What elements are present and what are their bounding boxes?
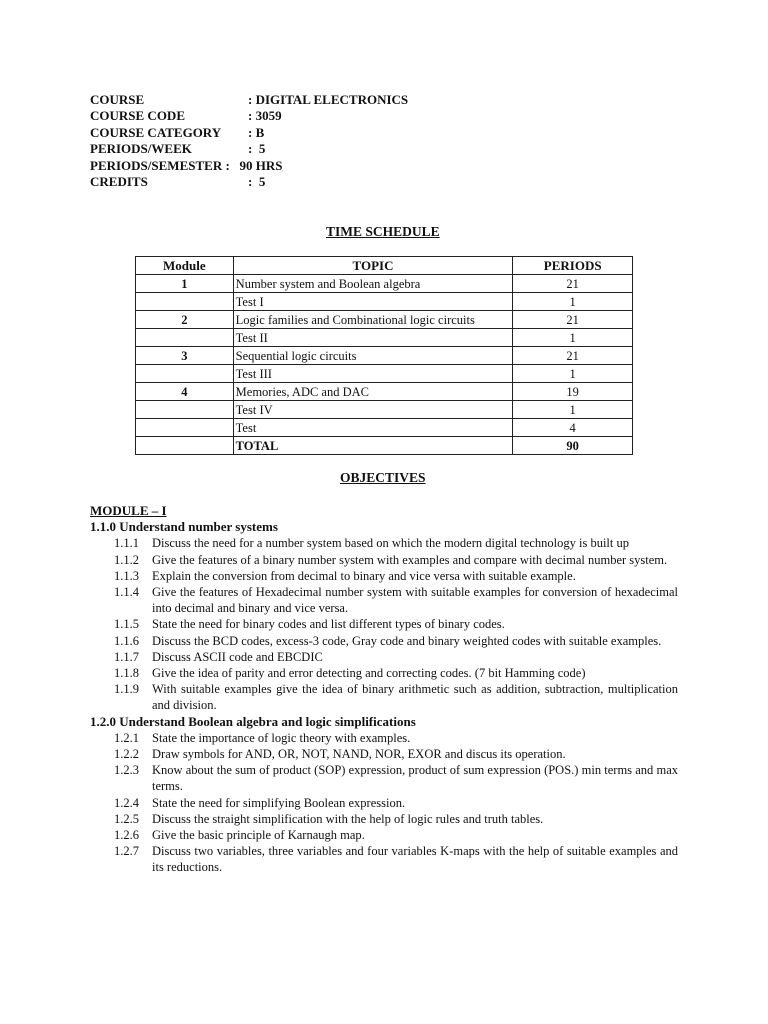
course-code-label: COURSE CODE	[90, 108, 185, 124]
objective-text: Give the idea of parity and error detecting and correcting codes. (7 bit Hamming code)	[152, 666, 586, 681]
objective-number: 1.1.5	[114, 617, 139, 632]
module-cell	[136, 401, 234, 419]
topic-cell: Test	[233, 419, 513, 437]
table-row	[136, 347, 633, 365]
objective-item	[114, 568, 678, 584]
objectives-heading: OBJECTIVES	[340, 470, 426, 485]
periods-cell: 1	[513, 401, 633, 419]
topic-cell: Sequential logic circuits	[233, 347, 513, 365]
topic-cell: Number system and Boolean algebra	[233, 275, 513, 293]
course-category-label: COURSE CATEGORY	[90, 124, 222, 140]
objective-item	[114, 827, 678, 843]
objective-item	[114, 633, 678, 649]
objective-text: Give the basic principle of Karnaugh map.	[152, 828, 365, 843]
periods-cell: 1	[513, 365, 633, 383]
table-row	[136, 365, 633, 383]
module-title: MODULE – I	[90, 503, 167, 518]
course-code-value: : 3059	[248, 108, 282, 124]
total-periods-cell: 90	[513, 437, 633, 455]
course-info	[90, 92, 408, 190]
table-row	[136, 275, 633, 293]
objective-number: 1.1.6	[114, 633, 139, 648]
objective-number: 1.2.6	[114, 828, 139, 843]
topic-cell: Memories, ADC and DAC	[233, 383, 513, 401]
total-module-cell	[136, 437, 234, 455]
objectives-section	[90, 503, 678, 876]
periods-week-value: : 5	[248, 141, 266, 157]
objective-text: State the need for binary codes and list different types of binary codes.	[152, 617, 505, 632]
topic-cell: Test II	[233, 329, 513, 347]
objective-text: State the importance of logic theory with examples.	[152, 730, 411, 745]
objective-item	[114, 665, 678, 681]
time-schedule-table	[135, 256, 633, 455]
objective-item	[114, 762, 678, 794]
module-cell: 4	[136, 383, 234, 401]
total-row	[136, 437, 633, 455]
objective-item	[114, 616, 678, 632]
objective-text: Draw symbols for AND, OR, NOT, NAND, NOR, EXOR and discus its operation.	[152, 747, 566, 762]
periods-semester-value: : 90 HRS	[222, 157, 283, 173]
objective-number: 1.1.9	[114, 682, 139, 697]
periods-week-label: PERIODS/WEEK	[90, 141, 192, 157]
course-info-row	[90, 158, 408, 174]
objective-text: State the need for simplifying Boolean expression.	[152, 795, 406, 810]
objective-number: 1.2.5	[114, 811, 139, 826]
objective-number: 1.1.1	[114, 536, 139, 551]
course-info-row	[90, 174, 408, 190]
column-header-module: Module	[136, 257, 234, 275]
objective-item	[114, 843, 678, 875]
objective-text: Give the features of Hexadecimal number system with suitable examples for conversion of hexadecimal into decimal and binary and vice versa.	[152, 585, 678, 616]
objective-number: 1.1.8	[114, 666, 139, 681]
periods-semester-label: PERIODS/SEMESTER	[90, 157, 223, 173]
objective-number: 1.1.4	[114, 585, 139, 600]
table-row	[136, 329, 633, 347]
table-row	[136, 311, 633, 329]
periods-cell: 21	[513, 275, 633, 293]
objective-number: 1.1.7	[114, 649, 139, 664]
credits-label: CREDITS	[90, 173, 148, 189]
module-cell	[136, 329, 234, 347]
objective-item	[114, 730, 678, 746]
section-title: 1.1.0 Understand number systems	[90, 519, 278, 535]
objective-item	[114, 746, 678, 762]
table-header-row	[136, 257, 633, 275]
total-label-cell: TOTAL	[233, 437, 513, 455]
periods-cell: 4	[513, 419, 633, 437]
objective-text: Know about the sum of product (SOP) expression, product of sum expression (POS.) min terms and max terms.	[152, 763, 678, 794]
module-cell: 3	[136, 347, 234, 365]
objective-item	[114, 795, 678, 811]
course-category-value: : B	[248, 124, 265, 140]
objective-item	[114, 584, 678, 616]
objective-text: Give the features of a binary number system with examples and compare with decimal number system.	[152, 552, 668, 567]
table-row	[136, 419, 633, 437]
course-info-row	[90, 141, 408, 157]
table-row	[136, 401, 633, 419]
module-cell	[136, 365, 234, 383]
course-value: : DIGITAL ELECTRONICS	[248, 92, 409, 107]
objective-text: Discuss the BCD codes, excess-3 code, Gray code and binary weighted codes with suitable examples.	[152, 633, 662, 648]
time-schedule-heading: TIME SCHEDULE	[326, 224, 440, 239]
objective-text: Discuss two variables, three variables and four variables K-maps with the help of suitable examples and its reductions.	[152, 844, 678, 875]
course-info-row	[90, 92, 408, 108]
time-schedule-body	[136, 275, 633, 455]
credits-value: : 5	[248, 173, 266, 189]
periods-cell: 19	[513, 383, 633, 401]
table-row	[136, 293, 633, 311]
column-header-topic: TOPIC	[233, 257, 513, 275]
module-cell	[136, 419, 234, 437]
objective-number: 1.2.7	[114, 844, 139, 859]
section-title: 1.2.0 Understand Boolean algebra and logic simplifications	[90, 713, 416, 729]
column-header-periods: PERIODS	[513, 257, 633, 275]
module-cell: 1	[136, 275, 234, 293]
objective-text: Discuss ASCII code and EBCDIC	[152, 649, 323, 664]
objective-text: Discuss the need for a number system based on which the modern digital technology is built up	[152, 536, 629, 551]
table-row	[136, 383, 633, 401]
objective-item	[114, 552, 678, 568]
objective-text: Explain the conversion from decimal to binary and vice versa with suitable example.	[152, 568, 576, 583]
objective-text: Discuss the straight simplification with the help of logic rules and truth tables.	[152, 811, 544, 826]
objective-text: With suitable examples give the idea of binary arithmetic such as addition, subtraction, multiplication and division.	[152, 682, 678, 713]
module-cell: 2	[136, 311, 234, 329]
topic-cell: Test I	[233, 293, 513, 311]
periods-cell: 21	[513, 311, 633, 329]
topic-cell: Test IV	[233, 401, 513, 419]
course-label: COURSE	[90, 92, 145, 107]
periods-cell: 1	[513, 293, 633, 311]
objective-item	[114, 535, 678, 551]
objective-number: 1.2.2	[114, 747, 139, 762]
module-cell	[136, 293, 234, 311]
topic-cell: Logic families and Combinational logic circuits	[233, 311, 513, 329]
objective-number: 1.1.3	[114, 568, 139, 583]
periods-cell: 1	[513, 329, 633, 347]
objective-item	[114, 681, 678, 713]
objective-item	[114, 649, 678, 665]
objective-number: 1.2.3	[114, 763, 139, 778]
course-info-row	[90, 108, 408, 124]
objective-item	[114, 811, 678, 827]
objective-number: 1.2.4	[114, 795, 139, 810]
topic-cell: Test III	[233, 365, 513, 383]
periods-cell: 21	[513, 347, 633, 365]
course-info-row	[90, 125, 408, 141]
objective-number: 1.2.1	[114, 730, 139, 745]
objective-number: 1.1.2	[114, 552, 139, 567]
